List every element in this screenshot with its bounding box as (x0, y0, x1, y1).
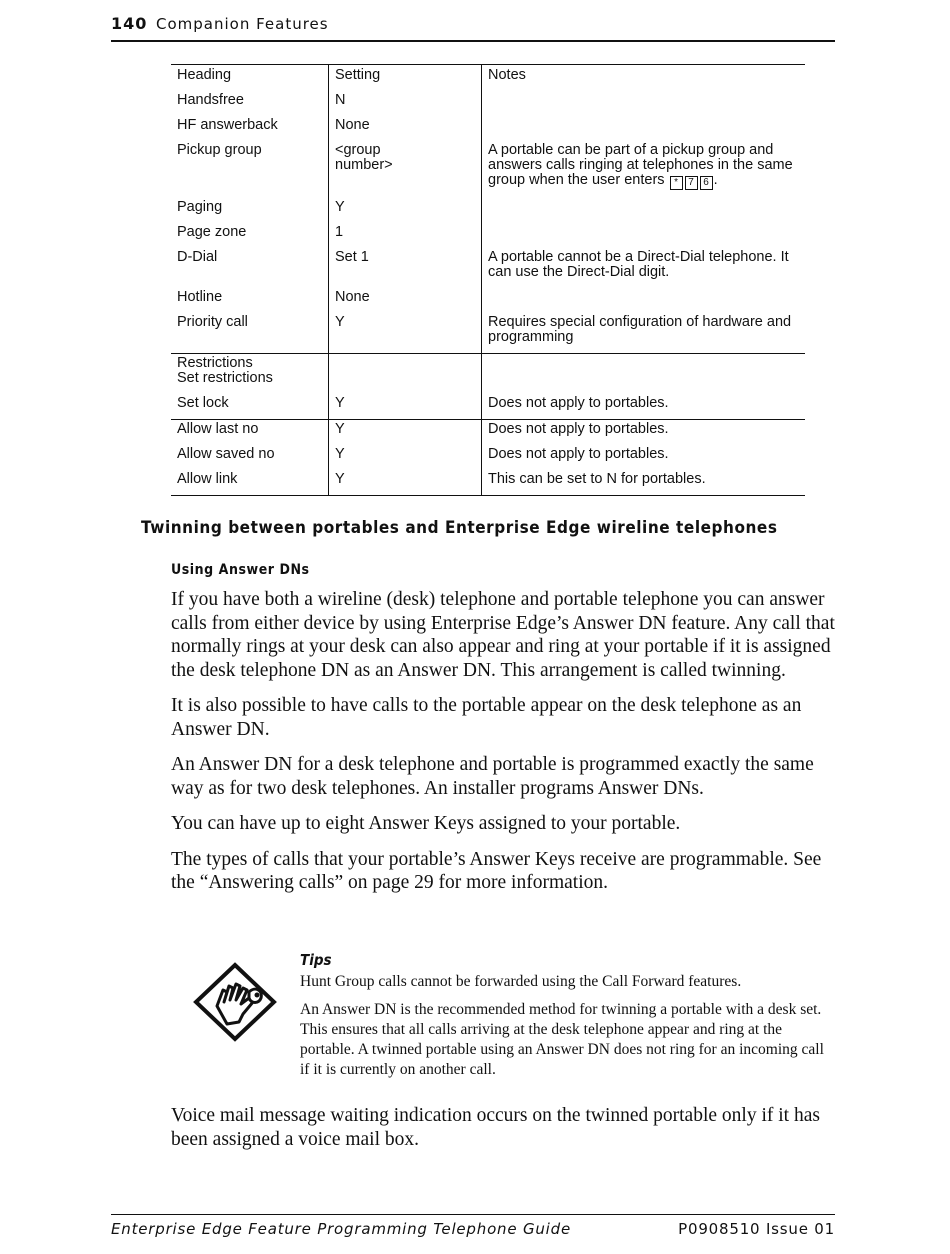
table-cell: Pickup group (171, 141, 329, 198)
table-cell (482, 354, 806, 372)
table-cell (482, 198, 806, 223)
table-cell: 1 (329, 223, 482, 248)
table-row (171, 65, 805, 92)
table-cell (482, 141, 806, 198)
table-cell (482, 288, 806, 313)
table-cell (482, 223, 806, 248)
table-row (171, 116, 805, 141)
table-row (171, 223, 805, 248)
table-cell: Does not apply to portables. (488, 446, 669, 462)
table-cell (482, 91, 806, 116)
table-cell: Allow last no (171, 420, 329, 446)
paragraph: Voice mail message waiting indication occurs on the twinned portable only if it has been assigned a voice mail box. (171, 1105, 820, 1150)
table-row (171, 313, 805, 354)
table-cell (482, 371, 806, 394)
table-cell: HF answerback (171, 116, 329, 141)
page-footer (111, 1214, 835, 1238)
body-text (171, 588, 835, 907)
table-cell: D-Dial (171, 248, 329, 288)
paragraph: You can have up to eight Answer Keys assigned to your portable. (171, 813, 681, 834)
tips-box (300, 950, 835, 1088)
table-cell: Y (329, 394, 482, 420)
table-cell: Heading (171, 65, 329, 92)
table-cell (329, 354, 482, 372)
table-cell: Set restrictions (171, 371, 329, 394)
table-row (171, 445, 805, 470)
table-cell: A portable cannot be a Direct-Dial telephone. It can use the Direct-Dial digit. (488, 249, 789, 280)
table-cell: This can be set to N for portables. (482, 470, 806, 496)
table-row (171, 354, 805, 372)
table-cell: Restrictions (171, 354, 329, 372)
table-cell: Setting (329, 65, 482, 92)
tips-hand-icon (193, 962, 277, 1042)
table-cell: Does not apply to portables. (482, 394, 806, 420)
settings-table (171, 64, 805, 496)
table-cell: Y (329, 470, 482, 496)
table-cell: <group number> (329, 141, 482, 198)
table-cell: N (329, 91, 482, 116)
table-cell: Paging (171, 198, 329, 223)
footer-doc-number: P0908510 Issue 01 (678, 1220, 835, 1238)
table-row (171, 470, 805, 496)
tip-item: An Answer DN is the recommended method for twinning a portable with a desk set. This ensures that all calls arriving at the desk telephone appear and ring at the portable. A twinned portable using an Answer DN does not ring for an incoming call if it is currently on another call. (300, 1001, 824, 1078)
table-row (171, 91, 805, 116)
six-key-icon: 6 (700, 176, 713, 190)
table-cell: Priority call (171, 313, 329, 354)
page-number: 140 (111, 14, 148, 33)
table-cell: Allow link (171, 470, 329, 496)
tip-item: Hunt Group calls cannot be forwarded using the Call Forward features. (300, 973, 742, 990)
seven-key-icon: 7 (685, 176, 698, 190)
key-suffix: . (713, 172, 718, 188)
table-row (171, 248, 805, 288)
closing-text (171, 1104, 835, 1151)
table-cell: Set 1 (329, 248, 482, 288)
table-row (171, 288, 805, 313)
star-key-icon: * (670, 176, 683, 190)
table-row (171, 394, 805, 420)
table-cell: Allow saved no (171, 445, 329, 470)
section-heading: Twinning between portables and Enterprise Edge wireline telephones (141, 518, 778, 538)
table-cell: Y (329, 445, 482, 470)
table-cell: None (329, 288, 482, 313)
paragraph: If you have both a wireline (desk) telephone and portable telephone you can answer calls from either device by using Enterprise Edge’s Answer DN feature. Any call that normally rings at your desk can also appear and ring at your portable if it is assigned the desk telephone DN as an Answer DN. This arrangement is called twinning. (171, 589, 835, 681)
table-cell: Hotline (171, 288, 329, 313)
table-cell: Set lock (171, 394, 329, 420)
section-name: Companion Features (156, 15, 329, 33)
table-cell: Y (329, 313, 482, 354)
subsection-heading: Using Answer DNs (171, 562, 310, 578)
table-row (171, 420, 805, 446)
paragraph: It is also possible to have calls to the portable appear on the desk telephone as an Answer DN. (171, 695, 802, 740)
table-row (171, 198, 805, 223)
table-cell: Requires special configuration of hardware and programming (482, 313, 806, 354)
table-cell: Does not apply to portables. (488, 421, 669, 437)
paragraph: The types of calls that your portable’s Answer Keys receive are programmable. See the “Answering calls” on page 29 for more information. (171, 848, 822, 893)
table-cell: Notes (482, 65, 806, 92)
notes-text: A portable can be part of a pickup group and answers calls ringing at telephones in the same group when the user enters (488, 142, 793, 188)
table-cell: Y (329, 198, 482, 223)
table-cell (329, 371, 482, 394)
table-row (171, 371, 805, 394)
page-header (111, 12, 835, 42)
table-cell: Handsfree (171, 91, 329, 116)
table-cell: None (329, 116, 482, 141)
tips-title: Tips (300, 951, 332, 969)
table-cell (482, 116, 806, 141)
table-row (171, 141, 805, 198)
table-cell: Page zone (171, 223, 329, 248)
footer-title: Enterprise Edge Feature Programming Telephone Guide (111, 1220, 571, 1238)
paragraph: An Answer DN for a desk telephone and portable is programmed exactly the same way as for two desk telephones. An installer programs Answer DNs. (171, 754, 814, 799)
table-cell: Y (329, 420, 482, 446)
